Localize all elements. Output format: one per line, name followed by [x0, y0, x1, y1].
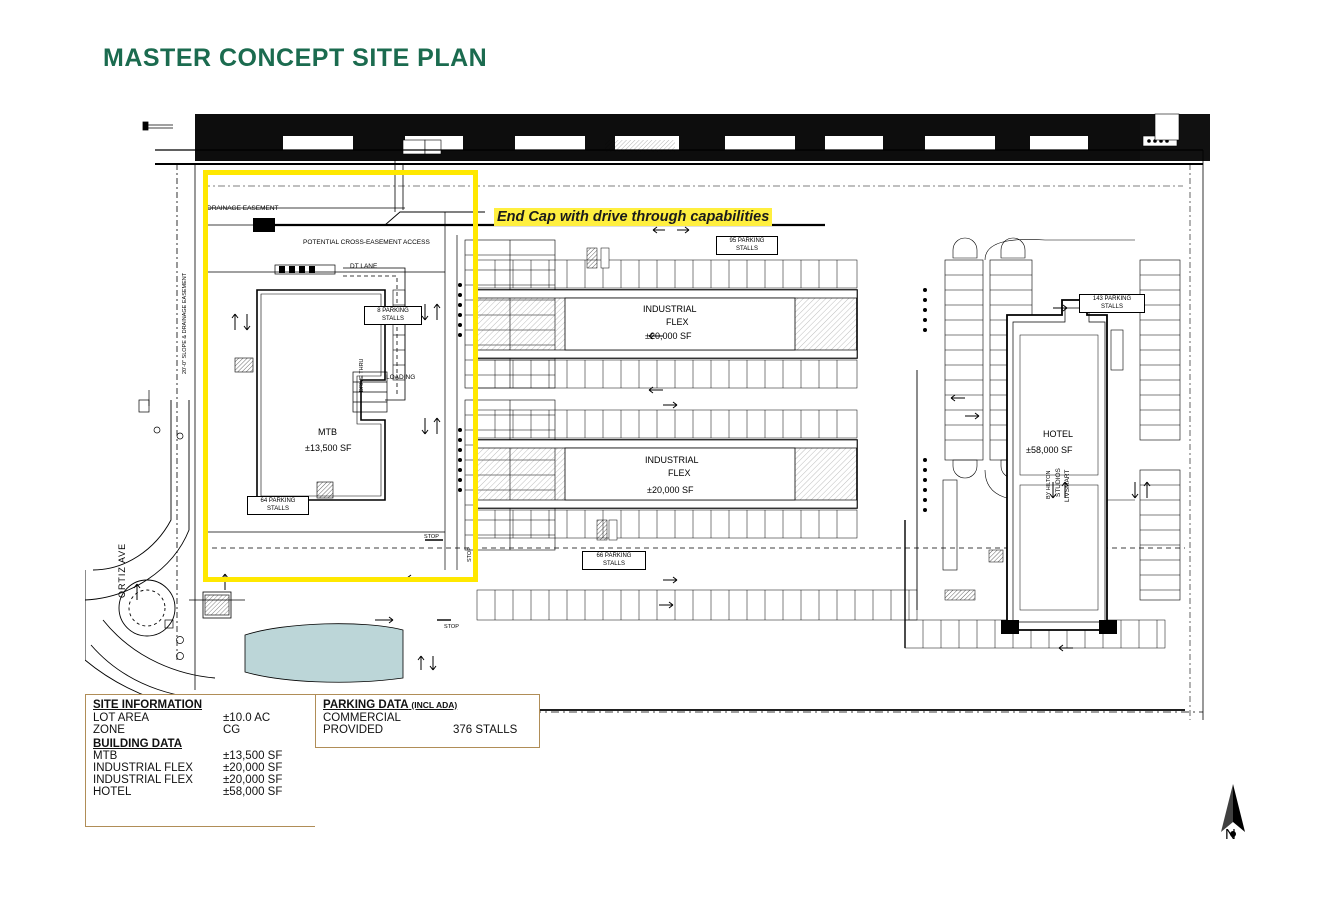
table-row: [93, 762, 308, 774]
table-row: [93, 724, 308, 736]
parking-value: 376 STALLS: [453, 724, 518, 736]
site-info-key: LOT AREA: [93, 712, 150, 724]
label-drive-thru: DRIVE THRU: [359, 358, 365, 392]
parking-data-heading-note: (INCL ADA): [411, 700, 458, 710]
parking-data-heading: [323, 699, 532, 711]
stall-callout-66: [582, 551, 646, 570]
table-row: [93, 712, 308, 724]
stall-callout-8: [364, 306, 422, 325]
building-area-industrial-flex-south: ±20,000 SF: [647, 485, 694, 495]
building-value: ±20,000 SF: [223, 762, 283, 774]
building-label-industrial-flex-north-2: FLEX: [666, 317, 689, 327]
label-by-hilton: BY HILTON: [1046, 470, 1052, 500]
info-tables: [85, 694, 540, 827]
stall-unit: STALLS: [736, 245, 758, 252]
table-row: [323, 712, 532, 724]
stall-callout-95: [716, 236, 778, 255]
building-label-industrial-flex-south-2: FLEX: [668, 468, 691, 478]
building-area-industrial-flex-north: ±20,000 SF: [645, 331, 692, 341]
building-label-industrial-flex-south-1: INDUSTRIAL: [645, 455, 699, 465]
site-plan-drawing: [85, 100, 1235, 740]
building-key: HOTEL: [93, 786, 132, 798]
page-title: MASTER CONCEPT SITE PLAN: [103, 44, 488, 72]
stall-unit: STALLS: [382, 315, 404, 322]
stall-count: 66 PARKING: [596, 553, 632, 559]
stall-unit: STALLS: [267, 505, 289, 512]
label-stop-3: STOP: [467, 547, 473, 563]
site-info-value: ±10.0 AC: [223, 712, 271, 724]
building-data-heading: BUILDING DATA: [93, 738, 183, 750]
building-label-mtb: MTB: [318, 427, 337, 437]
label-dt-lane: DT LANE: [350, 263, 378, 270]
stall-count: 8 PARKING: [377, 308, 409, 314]
building-value: ±58,000 SF: [223, 786, 283, 798]
label-stop-2: STOP: [444, 624, 459, 630]
stall-unit: STALLS: [1101, 303, 1123, 310]
building-value: ±20,000 SF: [223, 774, 283, 786]
retention-pond: [245, 624, 403, 683]
north-arrow-label: N: [1225, 826, 1236, 843]
site-info-value: CG: [223, 724, 241, 736]
table-row: [93, 750, 308, 762]
stall-count: 143 PARKING: [1092, 296, 1132, 302]
label-livsmart: LIVSMART: [1064, 469, 1071, 503]
parking-key: COMMERCIAL: [323, 712, 401, 724]
stall-count: 95 PARKING: [729, 238, 765, 244]
building-label-hotel: HOTEL: [1043, 429, 1074, 439]
parking-data-box: [315, 694, 540, 748]
site-info-key: ZONE: [93, 724, 125, 736]
table-row: [323, 724, 532, 736]
stall-unit: STALLS: [603, 560, 625, 567]
industrial-flex-south: [477, 440, 857, 508]
mtb-building: [235, 265, 405, 500]
highway-band: [195, 114, 1210, 161]
label-slope-easement: 20'-0" SLOPE & DRAINAGE EASEMENT: [182, 272, 188, 374]
label-stop-1: STOP: [424, 534, 439, 540]
stall-callout-64: [247, 496, 309, 515]
stall-count: 64 PARKING: [260, 498, 296, 504]
label-cross-easement: POTENTIAL CROSS-EASEMENT ACCESS: [303, 239, 430, 246]
label-loading: LOADING: [386, 374, 416, 381]
building-area-mtb: ±13,500 SF: [305, 443, 352, 453]
building-key: INDUSTRIAL FLEX: [93, 762, 193, 774]
site-information-box: [85, 694, 315, 827]
stall-callout-143: [1079, 294, 1145, 313]
callout-end-cap: End Cap with drive through capabilities: [494, 208, 772, 226]
building-value: ±13,500 SF: [223, 750, 283, 762]
site-information-heading: SITE INFORMATION: [93, 699, 203, 711]
label-drainage-easement: DRAINAGE EASEMENT: [207, 205, 279, 212]
table-row: [93, 786, 308, 798]
table-row: [93, 774, 308, 786]
parking-key: PROVIDED: [323, 724, 384, 736]
building-label-industrial-flex-north-1: INDUSTRIAL: [643, 304, 697, 314]
building-area-hotel: ±58,000 SF: [1026, 445, 1073, 455]
building-key: INDUSTRIAL FLEX: [93, 774, 193, 786]
parking-data-heading-text: PARKING DATA: [323, 699, 409, 711]
building-key: MTB: [93, 750, 118, 762]
label-ortiz-ave: ORTIZ AVE: [117, 542, 127, 598]
label-studios: STUDIOS: [1055, 468, 1062, 498]
